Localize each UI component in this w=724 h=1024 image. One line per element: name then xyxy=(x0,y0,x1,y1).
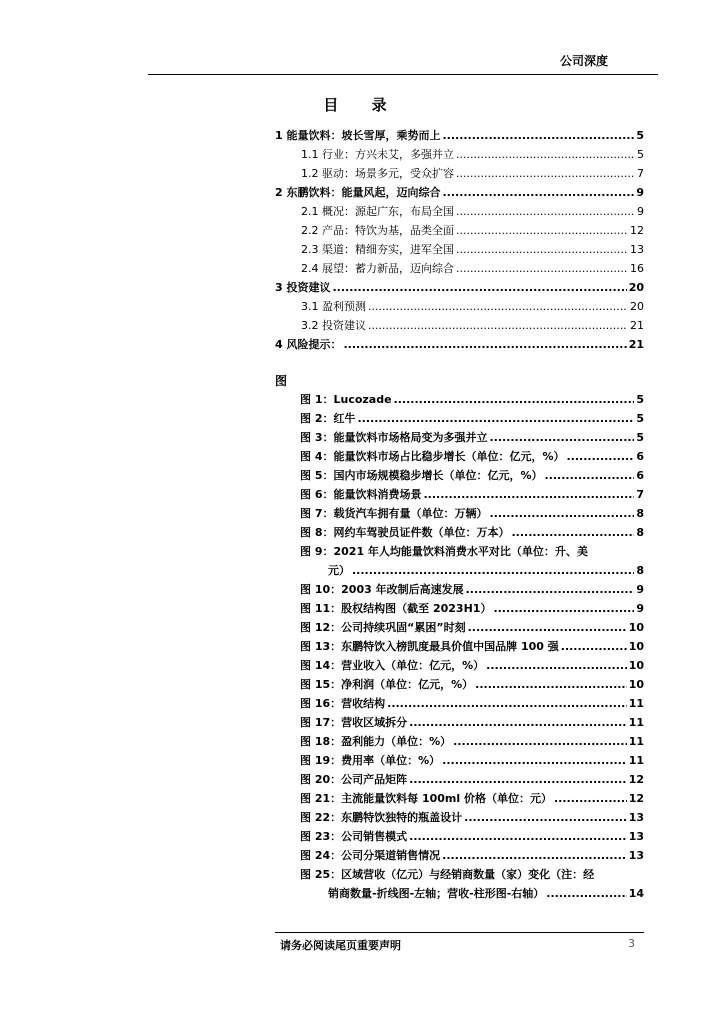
toc-entry-title: 3.1 盈利预测 xyxy=(301,300,366,313)
dot-leader xyxy=(423,485,634,504)
figure-entry-title: 图 16：营收结构 xyxy=(300,697,386,710)
toc-entry-title: 1.2 驱动：场景多元，受众扩容 xyxy=(301,167,454,180)
toc-entry-page: 9 xyxy=(637,205,644,218)
figure-entry-title: 图 1：Lucozade xyxy=(300,393,392,406)
toc-entry[interactable] xyxy=(275,316,644,335)
dot-leader xyxy=(456,240,628,259)
figure-entry-title: 图 13：东鹏特饮入榜凯度最具价值中国品牌 100 强 xyxy=(300,640,559,653)
figure-entry[interactable] xyxy=(300,485,644,504)
figure-entry-page: 11 xyxy=(628,716,644,729)
dot-leader xyxy=(546,884,626,903)
figure-entry-title: 图 5：国内市场规模稳步增长（单位：亿元，%） xyxy=(300,469,543,482)
dot-leader xyxy=(489,504,634,523)
dot-leader xyxy=(511,523,634,542)
figure-entry-title: 图 19：费用率（单位：%） xyxy=(300,754,441,767)
figure-entry-page: 12 xyxy=(628,792,644,805)
figure-entry[interactable] xyxy=(300,732,644,751)
toc-entry-page: 21 xyxy=(628,338,644,351)
dot-leader xyxy=(464,808,627,827)
figure-entry-title: 图 6：能量饮料消费场景 xyxy=(300,488,422,501)
figure-entry-title: 图 2：红牛 xyxy=(300,412,356,425)
dot-leader xyxy=(442,126,634,145)
figure-entry-page: 6 xyxy=(636,469,644,482)
dot-leader xyxy=(409,770,627,789)
toc-entry-title: 4 风险提示： xyxy=(275,338,342,351)
figures-heading: 图 xyxy=(275,374,288,388)
toc-entry[interactable] xyxy=(275,259,644,278)
dot-leader xyxy=(567,447,635,466)
dot-leader xyxy=(475,675,627,694)
dot-leader xyxy=(453,732,627,751)
figure-entry[interactable] xyxy=(300,447,644,466)
figure-entry-page: 10 xyxy=(628,621,644,634)
figure-entry-page: 13 xyxy=(628,849,644,862)
figure-entry-title: 图 9：2021 年人均能量饮料消费水平对比（单位：升、美 xyxy=(300,545,588,558)
toc-entry[interactable] xyxy=(275,183,644,202)
figure-entry-title: 图 23：公司销售模式 xyxy=(300,830,408,843)
figure-entry[interactable] xyxy=(300,827,644,846)
dot-leader xyxy=(489,428,634,447)
toc-entry-title: 1.1 行业：方兴未艾，多强并立 xyxy=(301,148,454,161)
toc-entry[interactable] xyxy=(275,240,644,259)
dot-leader xyxy=(368,316,628,335)
figure-entry[interactable] xyxy=(300,580,644,599)
figure-entry[interactable] xyxy=(300,618,644,637)
dot-leader xyxy=(394,390,635,409)
dot-leader xyxy=(456,221,628,240)
figure-entry-page: 5 xyxy=(636,393,644,406)
figure-entry-page: 5 xyxy=(636,431,644,444)
dot-leader xyxy=(343,335,626,354)
dot-leader xyxy=(442,751,627,770)
figure-entry[interactable] xyxy=(300,789,644,808)
figure-entry-page: 11 xyxy=(628,754,644,767)
figure-entry-page: 14 xyxy=(628,887,644,900)
footer-rule xyxy=(275,932,644,933)
dot-leader xyxy=(486,656,627,675)
figure-entry-title: 图 4：能量饮料市场占比稳步增长（单位：亿元，%） xyxy=(300,450,565,463)
figure-entry[interactable] xyxy=(300,466,644,485)
toc-entry[interactable] xyxy=(275,202,644,221)
toc-entry[interactable] xyxy=(275,164,644,183)
toc-entry[interactable] xyxy=(275,221,644,240)
figure-entry-title: 图 22：东鹏特饮独特的瓶盖设计 xyxy=(300,811,463,824)
figure-entry-page: 8 xyxy=(636,564,644,577)
toc-entry-title: 2.3 渠道：精细夯实，进军全国 xyxy=(301,243,454,256)
dot-leader xyxy=(456,164,635,183)
toc-entry-page: 13 xyxy=(630,243,644,256)
toc-entry[interactable] xyxy=(275,145,644,164)
toc-entry-page: 9 xyxy=(636,186,644,199)
figure-entry[interactable] xyxy=(300,428,644,447)
figure-entry[interactable] xyxy=(300,808,644,827)
figure-entry[interactable] xyxy=(300,751,644,770)
figure-entry[interactable] xyxy=(300,865,644,903)
header-rule xyxy=(148,74,658,75)
toc-entry-title: 3.2 投资建议 xyxy=(301,319,366,332)
dot-leader xyxy=(545,466,635,485)
figure-entry-title: 图 14：营业收入（单位：亿元，%） xyxy=(300,659,485,672)
disclaimer-notice: 请务必阅读尾页重要声明 xyxy=(280,939,401,952)
toc-entry[interactable] xyxy=(275,335,644,354)
figure-entry-page: 13 xyxy=(628,830,644,843)
dot-leader xyxy=(493,599,634,618)
figure-entry-title-cont: 销商数量-折线图-左轴；营收-柱形图-右轴） xyxy=(328,887,545,900)
figure-entry-page: 7 xyxy=(636,488,644,501)
figure-entry-page: 11 xyxy=(628,735,644,748)
dot-leader xyxy=(332,278,626,297)
figure-entry-page: 5 xyxy=(636,412,644,425)
dot-leader xyxy=(387,694,627,713)
dot-leader xyxy=(409,827,627,846)
toc-entry[interactable] xyxy=(275,126,644,145)
figure-entry-page: 11 xyxy=(628,697,644,710)
figure-entry-page: 13 xyxy=(628,811,644,824)
figure-entry[interactable] xyxy=(300,770,644,789)
dot-leader xyxy=(368,297,628,316)
toc-entry-title: 2.2 产品：特饮为基，品类全面 xyxy=(301,224,454,237)
figure-entry-page: 8 xyxy=(636,507,644,520)
toc-entry-page: 16 xyxy=(630,262,644,275)
figure-entry-title: 图 3：能量饮料市场格局变为多强并立 xyxy=(300,431,488,444)
figure-entry-title: 图 17：营收区域拆分 xyxy=(300,716,408,729)
figure-entry-title-cont: 元） xyxy=(328,564,350,577)
toc-entry-title: 2.4 展望：蓄力新品，迈向综合 xyxy=(301,262,454,275)
toc-entry-page: 20 xyxy=(630,300,644,313)
figure-entry-page: 8 xyxy=(636,526,644,539)
figure-entry-title: 图 15：净利润（单位：亿元，%） xyxy=(300,678,474,691)
figure-entry-page: 12 xyxy=(628,773,644,786)
dot-leader xyxy=(561,637,627,656)
dot-leader xyxy=(456,259,628,278)
toc-entry-page: 21 xyxy=(630,319,644,332)
figure-entry-title: 图 20：公司产品矩阵 xyxy=(300,773,408,786)
dot-leader xyxy=(442,846,627,865)
figure-entry-title: 图 25：区域营收（亿元）与经销商数量（家）变化（注：经 xyxy=(300,868,595,881)
dot-leader xyxy=(468,618,627,637)
toc-entry-page: 7 xyxy=(637,167,644,180)
dot-leader xyxy=(442,183,634,202)
figure-entry[interactable] xyxy=(300,675,644,694)
toc-entry[interactable] xyxy=(275,297,644,316)
report-category: 公司深度 xyxy=(560,54,609,68)
figure-entry-page: 10 xyxy=(628,678,644,691)
dot-leader xyxy=(554,789,627,808)
toc-entry-page: 20 xyxy=(628,281,644,294)
toc-entry-title: 1 能量饮料：坡长雪厚，乘势而上 xyxy=(275,129,441,142)
table-of-contents xyxy=(275,126,644,354)
figure-entry-title: 图 18：盈利能力（单位：%） xyxy=(300,735,452,748)
figure-entry-page: 9 xyxy=(636,602,644,615)
figure-entry[interactable] xyxy=(300,390,644,409)
dot-leader xyxy=(409,713,627,732)
page-title: 目 录 xyxy=(323,96,401,114)
figure-entry-title: 图 11：股权结构图（截至 2023H1） xyxy=(300,602,492,615)
toc-entry-page: 12 xyxy=(630,224,644,237)
page-number: 3 xyxy=(628,937,635,950)
toc-entry-title: 2 东鹏饮料：能量风起，迈向综合 xyxy=(275,186,441,199)
figure-entry[interactable] xyxy=(300,713,644,732)
figure-entry[interactable] xyxy=(300,694,644,713)
dot-leader xyxy=(456,145,635,164)
figure-entry[interactable] xyxy=(300,637,644,656)
figure-entry-page: 6 xyxy=(636,450,644,463)
figure-entry[interactable] xyxy=(300,409,644,428)
figure-entry[interactable] xyxy=(300,504,644,523)
toc-entry-title: 2.1 概况：源起广东，布局全国 xyxy=(301,205,454,218)
figure-entry-title: 图 24：公司分渠道销售情况 xyxy=(300,849,441,862)
dot-leader xyxy=(456,202,635,221)
figure-entry-title: 图 21：主流能量饮料每 100ml 价格（单位：元） xyxy=(300,792,552,805)
figure-entry[interactable] xyxy=(300,846,644,865)
dot-leader xyxy=(357,409,634,428)
figure-list xyxy=(300,390,644,903)
figure-entry-page: 10 xyxy=(628,659,644,672)
figure-entry-title: 图 10：2003 年改制后高速发展 xyxy=(300,583,464,596)
figure-entry-title: 图 12：公司持续巩固“累困”时刻 xyxy=(300,621,466,634)
figure-entry-page: 9 xyxy=(636,583,644,596)
toc-entry[interactable] xyxy=(275,278,644,297)
figure-entry[interactable] xyxy=(300,542,644,580)
figure-entry[interactable] xyxy=(300,656,644,675)
figure-entry-page: 10 xyxy=(628,640,644,653)
dot-leader xyxy=(466,580,635,599)
figure-entry[interactable] xyxy=(300,599,644,618)
figure-entry-title: 图 8：网约车驾驶员证件数（单位：万本） xyxy=(300,526,510,539)
dot-leader xyxy=(352,561,634,580)
figure-entry[interactable] xyxy=(300,523,644,542)
figure-entry-title: 图 7：载货汽车拥有量（单位：万辆） xyxy=(300,507,488,520)
toc-entry-page: 5 xyxy=(636,129,644,142)
toc-entry-page: 5 xyxy=(637,148,644,161)
toc-entry-title: 3 投资建议 xyxy=(275,281,331,294)
